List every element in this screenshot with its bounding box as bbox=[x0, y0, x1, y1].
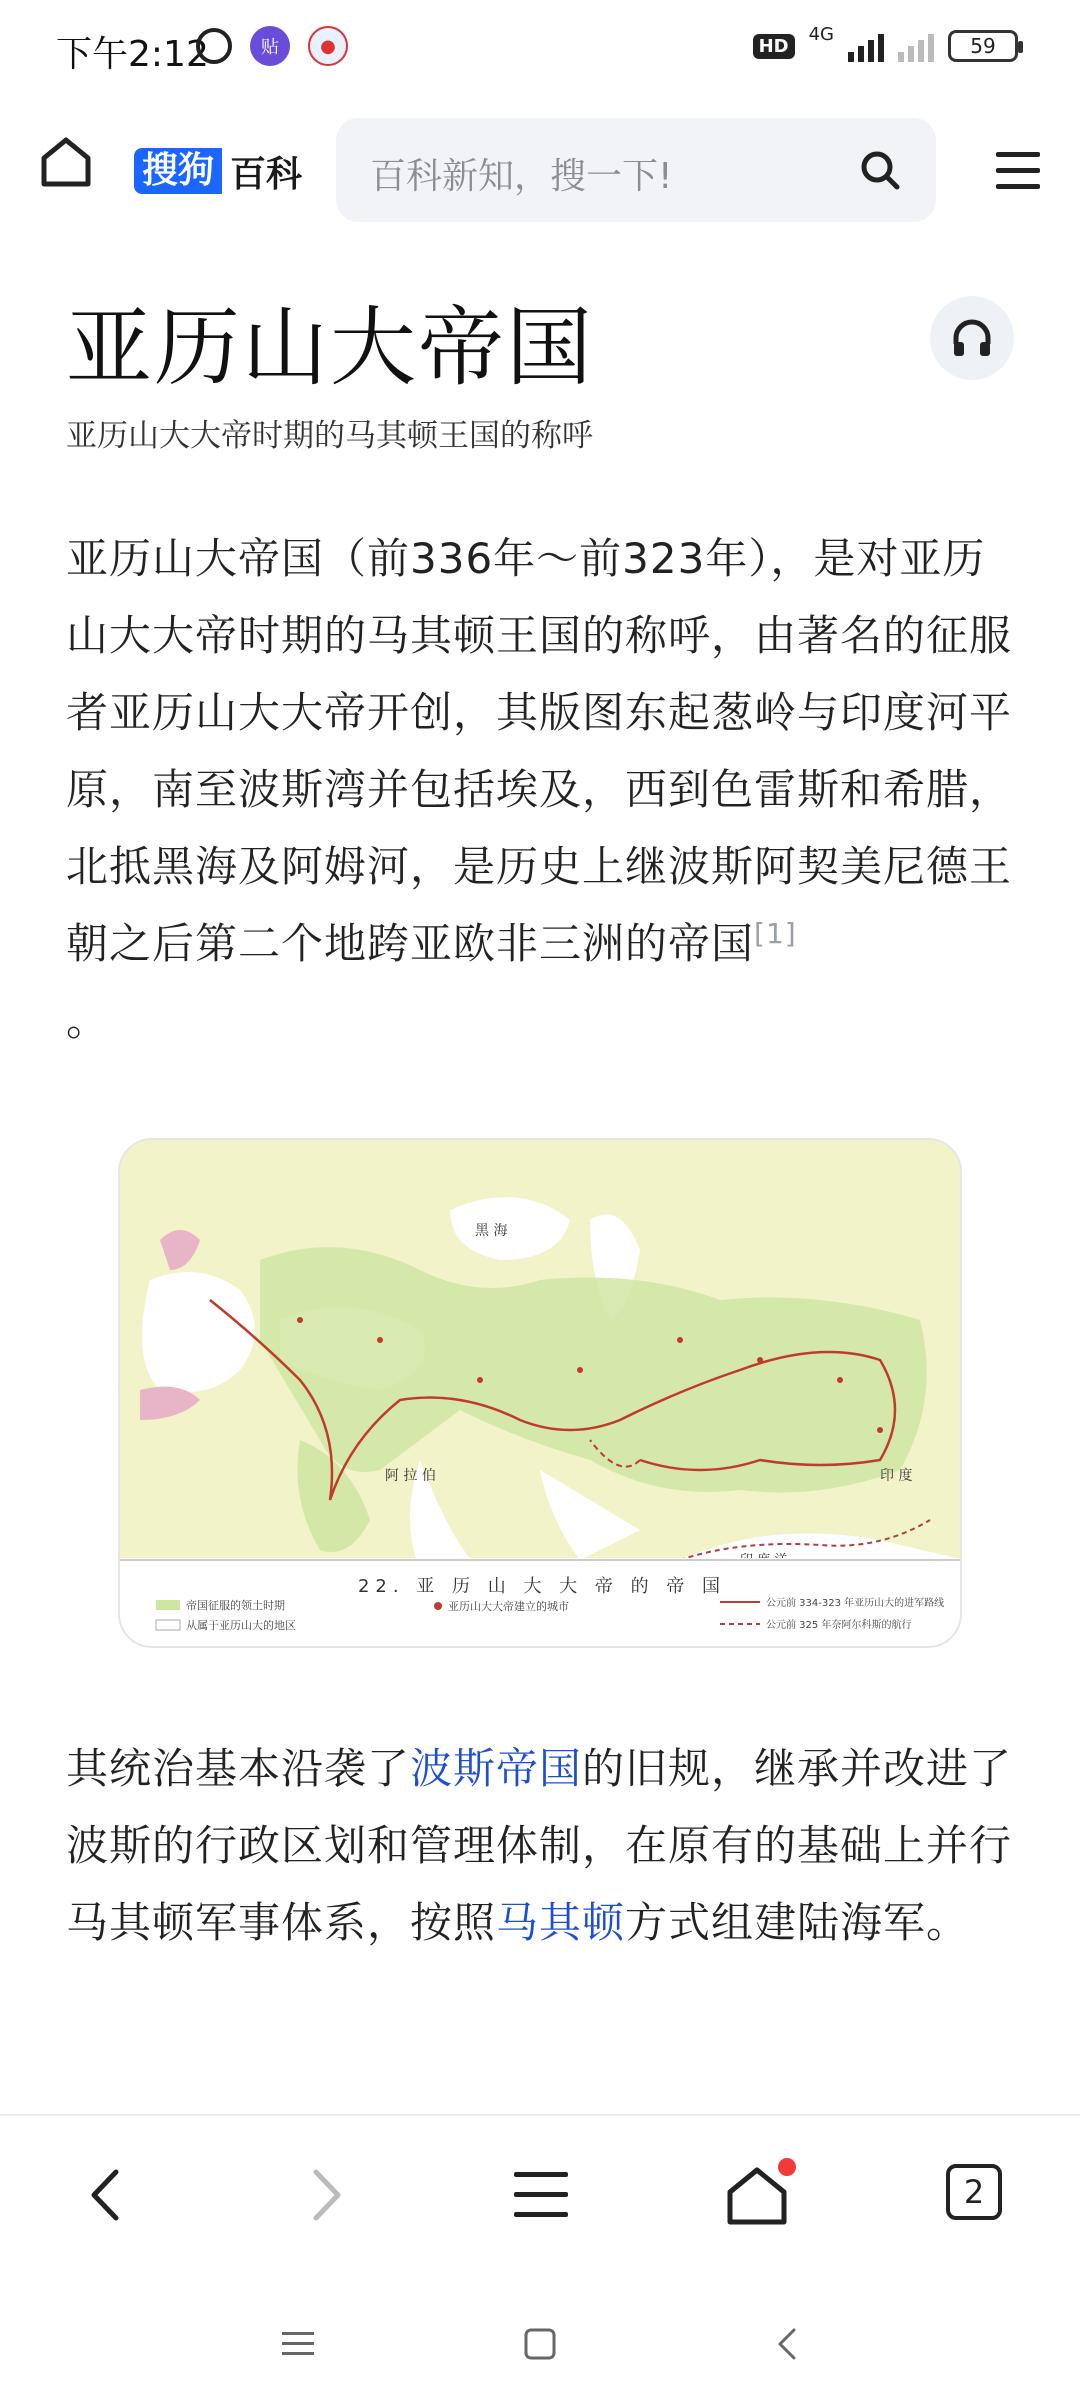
map-legend-1: 帝国征服的领土时期 bbox=[186, 1599, 285, 1612]
notification-dot bbox=[778, 2158, 796, 2176]
recents-icon bbox=[278, 2324, 318, 2364]
page-subtitle: 亚历山大大帝时期的马其顿王国的称呼 bbox=[66, 418, 593, 454]
chevron-left-icon bbox=[72, 2160, 142, 2230]
qq-app-icon: ● bbox=[308, 26, 348, 66]
map-caption: 22. 亚 历 山 大 大 帝 的 帝 国 bbox=[357, 1576, 727, 1597]
intro-text: 亚历山大帝国（前336年～前323年），是对亚历山大大帝时期的马其顿王国的称呼，由著名的征服者亚历山大大帝开创，其版图东起葱岭与印度河平原，南至波斯湾并包括埃及，西到色雷斯和希腊，北抵黑海及阿姆河，是历史上继波斯阿契美尼德王朝之后第二个地跨亚欧非三洲的帝国 bbox=[66, 534, 1013, 968]
logo-part-baike: 百科 bbox=[230, 153, 303, 195]
page-title: 亚历山大帝国 bbox=[66, 298, 594, 398]
logo-part-sogou: 搜狗 bbox=[134, 148, 222, 194]
map-legend-4: 从属于亚历山大的地区 bbox=[186, 1619, 296, 1632]
search-placeholder: 百科新知，搜一下! bbox=[370, 156, 673, 197]
map-legend-3: 公元前 334-323 年亚历山大的进军路线 bbox=[766, 1598, 945, 1609]
system-navigation-bar bbox=[0, 2290, 1080, 2400]
second-paragraph bbox=[66, 1730, 1016, 1961]
hamburger-menu-icon bbox=[992, 146, 1044, 194]
headphones-icon bbox=[950, 316, 994, 360]
browser-menu-button[interactable] bbox=[506, 2160, 576, 2230]
home-icon bbox=[36, 132, 96, 192]
top-header bbox=[0, 110, 1080, 230]
map-legend-2: 亚历山大大帝建立的城市 bbox=[448, 1600, 569, 1613]
back-arrow-icon bbox=[768, 2324, 808, 2364]
browser-bottom-nav bbox=[0, 2120, 1080, 2270]
hd-icon: HD bbox=[753, 34, 795, 59]
tieba-app-icon: 贴 bbox=[250, 26, 290, 66]
home-button[interactable] bbox=[36, 132, 96, 192]
battery-level: 59 bbox=[970, 34, 996, 58]
recent-apps-button[interactable] bbox=[278, 2324, 318, 2364]
search-icon[interactable] bbox=[858, 148, 902, 192]
list-menu-icon bbox=[506, 2160, 576, 2230]
network-type-label: 4G bbox=[808, 23, 834, 45]
link-macedonia[interactable]: 马其顿 bbox=[496, 1898, 626, 1947]
map-legend-5: 公元前 325 年奈阿尔科斯的航行 bbox=[766, 1620, 912, 1631]
menu-button[interactable] bbox=[992, 146, 1044, 194]
system-home-button[interactable] bbox=[520, 2324, 560, 2364]
para2-text-2: 的旧规，继承并改进了波斯的行政区划和管理体制，在原有的基础上并行马其顿军事体系，按照 bbox=[66, 1744, 1013, 1947]
bottom-divider bbox=[0, 2114, 1080, 2116]
status-time: 下午2:12 bbox=[56, 34, 209, 75]
map-label-arabia: 阿 拉 伯 bbox=[385, 1468, 436, 1484]
status-notification-icons bbox=[196, 26, 348, 66]
back-button[interactable] bbox=[72, 2160, 142, 2230]
map-label-india: 印 度 bbox=[880, 1468, 913, 1484]
intro-end-punct: 。 bbox=[66, 996, 110, 1045]
status-bar bbox=[0, 0, 1080, 100]
link-persian-empire[interactable]: 波斯帝国 bbox=[410, 1744, 583, 1793]
citation-link[interactable]: [1] bbox=[754, 917, 797, 950]
para2-text-3: 方式组建陆海军。 bbox=[625, 1898, 970, 1947]
signal-strength-icon bbox=[848, 30, 884, 62]
tabs-button[interactable]: 2 bbox=[946, 2164, 1002, 2220]
map-label-black-sea: 黑 海 bbox=[475, 1223, 508, 1239]
intro-paragraph bbox=[66, 520, 1016, 1059]
system-back-button[interactable] bbox=[768, 2324, 808, 2364]
chevron-right-icon bbox=[290, 2160, 360, 2230]
forward-button[interactable] bbox=[290, 2160, 360, 2230]
square-home-icon bbox=[520, 2324, 560, 2364]
signal-strength-secondary-icon bbox=[898, 30, 934, 62]
status-system-icons bbox=[753, 23, 1018, 62]
alarm-icon bbox=[196, 28, 232, 64]
listen-audio-button[interactable] bbox=[930, 296, 1014, 380]
search-input[interactable] bbox=[336, 118, 936, 222]
para2-text-1: 其统治基本沿袭了 bbox=[66, 1744, 411, 1793]
sogou-baike-logo[interactable] bbox=[134, 146, 302, 196]
empire-map-image[interactable] bbox=[118, 1138, 962, 1648]
battery-icon bbox=[948, 30, 1018, 62]
